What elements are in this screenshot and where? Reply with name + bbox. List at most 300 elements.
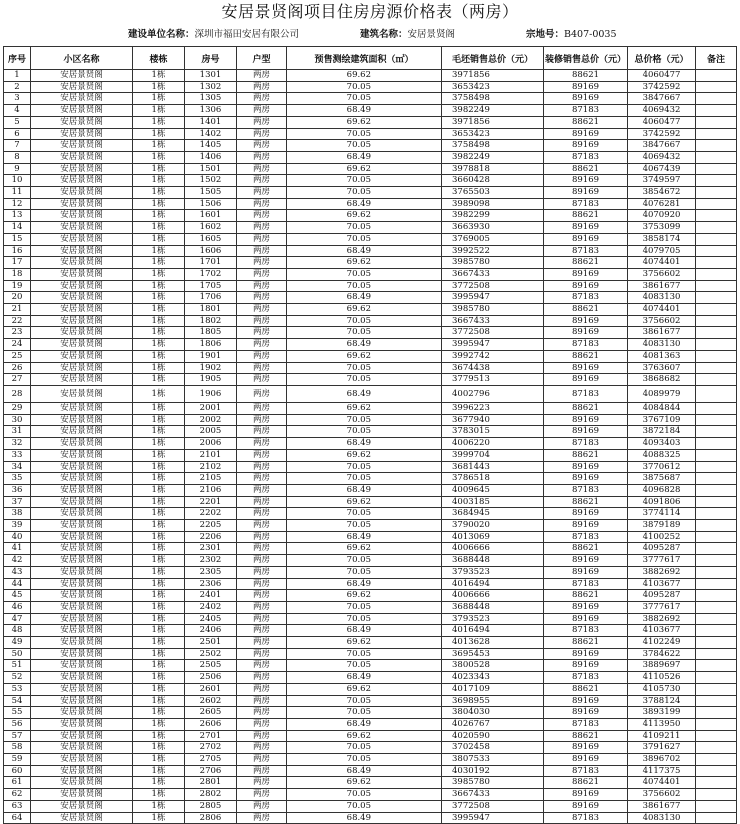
building-cell: 1栋 [133,210,185,222]
room-number: 2202 [185,508,237,520]
room-number: 1606 [185,245,237,257]
total-price-cell: 3788124 [628,695,696,707]
rough-price-cell: 3992522 [442,245,544,257]
total-price-cell: 3742592 [628,81,696,93]
community-name: 安居景贤阁 [31,473,133,485]
area-cell: 68.49 [287,339,442,351]
row-number: 48 [4,625,31,637]
decoration-price-cell: 88621 [544,730,628,742]
room-number: 2102 [185,461,237,473]
row-number: 19 [4,280,31,292]
total-price-cell: 4096828 [628,484,696,496]
table-row [4,765,737,777]
room-number: 1406 [185,151,237,163]
column-header: 备注 [696,47,737,70]
area-cell: 69.62 [287,402,442,414]
layout-cell: 两房 [237,151,287,163]
table-row [4,590,737,602]
room-number: 2606 [185,718,237,730]
row-number: 38 [4,508,31,520]
area-cell: 70.05 [287,473,442,485]
column-header: 装修销售总价（元） [544,47,628,70]
room-number: 1702 [185,268,237,280]
decoration-price-cell: 88621 [544,304,628,316]
layout-cell: 两房 [237,625,287,637]
community-name: 安居景贤阁 [31,601,133,613]
building-cell: 1栋 [133,438,185,450]
area-cell: 70.05 [287,742,442,754]
room-number: 2106 [185,484,237,496]
area-cell: 68.49 [287,105,442,117]
building-cell: 1栋 [133,800,185,812]
area-cell: 69.62 [287,777,442,789]
remark-cell [696,590,737,602]
table-row [4,660,737,672]
remark-cell [696,508,737,520]
area-cell: 70.05 [287,362,442,374]
layout-cell: 两房 [237,543,287,555]
remark-cell [696,531,737,543]
community-name: 安居景贤阁 [31,350,133,362]
community-name: 安居景贤阁 [31,800,133,812]
table-row [4,245,737,257]
remark-cell [696,718,737,730]
room-number: 2406 [185,625,237,637]
total-price-cell: 3770612 [628,461,696,473]
area-cell: 70.05 [287,280,442,292]
area-cell: 70.05 [287,374,442,386]
remark-cell [696,257,737,269]
rough-price-cell: 3681443 [442,461,544,473]
layout-cell: 两房 [237,660,287,672]
community-name: 安居景贤阁 [31,402,133,414]
table-row [4,304,737,316]
table-row [4,648,737,660]
room-number: 1501 [185,163,237,175]
table-row [4,742,737,754]
remark-cell [696,660,737,672]
room-number: 1805 [185,327,237,339]
row-number: 4 [4,105,31,117]
rough-price-cell: 3688448 [442,555,544,567]
row-number: 41 [4,543,31,555]
rough-price-cell: 3663930 [442,222,544,234]
table-row [4,350,737,362]
total-price-cell: 4102249 [628,637,696,649]
building-cell: 1栋 [133,385,185,402]
area-cell: 69.62 [287,683,442,695]
area-cell: 69.62 [287,304,442,316]
row-number: 52 [4,672,31,684]
area-cell: 68.49 [287,245,442,257]
area-cell: 70.05 [287,175,442,187]
rough-price-cell: 4006220 [442,438,544,450]
building-cell: 1栋 [133,601,185,613]
room-number: 1806 [185,339,237,351]
rough-price-cell: 3992742 [442,350,544,362]
rough-price-cell: 3995947 [442,292,544,304]
room-number: 1306 [185,105,237,117]
table-row [4,151,737,163]
total-price-cell: 4079705 [628,245,696,257]
decoration-price-cell: 89169 [544,233,628,245]
community-name: 安居景贤阁 [31,672,133,684]
rough-price-cell: 3995947 [442,339,544,351]
layout-cell: 两房 [237,187,287,199]
rough-price-cell: 4016494 [442,625,544,637]
table-row [4,93,737,105]
total-price-cell: 3858174 [628,233,696,245]
table-row [4,730,737,742]
total-price-cell: 3791627 [628,742,696,754]
remark-cell [696,707,737,719]
row-number: 36 [4,484,31,496]
building-cell: 1栋 [133,402,185,414]
remark-cell [696,304,737,316]
remark-cell [696,93,737,105]
total-price-cell: 3861677 [628,280,696,292]
building-cell: 1栋 [133,683,185,695]
row-number: 43 [4,566,31,578]
decoration-price-cell: 89169 [544,555,628,567]
decoration-price-cell: 88621 [544,590,628,602]
layout-cell: 两房 [237,374,287,386]
row-number: 8 [4,151,31,163]
row-number: 53 [4,683,31,695]
room-number: 1905 [185,374,237,386]
room-number: 2401 [185,590,237,602]
layout-cell: 两房 [237,233,287,245]
total-price-cell: 4100252 [628,531,696,543]
table-row [4,531,737,543]
table-row [4,461,737,473]
layout-cell: 两房 [237,304,287,316]
building-cell: 1栋 [133,81,185,93]
remark-cell [696,245,737,257]
total-price-cell: 4105730 [628,683,696,695]
room-number: 2605 [185,707,237,719]
rough-price-cell: 4017109 [442,683,544,695]
decoration-price-cell: 89169 [544,175,628,187]
rough-price-cell: 3790020 [442,520,544,532]
community-name: 安居景贤阁 [31,304,133,316]
community-name: 安居景贤阁 [31,210,133,222]
row-number: 13 [4,210,31,222]
rough-price-cell: 4013069 [442,531,544,543]
building-cell: 1栋 [133,187,185,199]
remark-cell [696,385,737,402]
room-number: 1605 [185,233,237,245]
room-number: 2405 [185,613,237,625]
layout-cell: 两房 [237,268,287,280]
rough-price-cell: 3758498 [442,93,544,105]
rough-price-cell: 3772508 [442,800,544,812]
rough-price-cell: 3971856 [442,116,544,128]
remark-cell [696,350,737,362]
area-cell: 69.62 [287,590,442,602]
row-number: 15 [4,233,31,245]
community-name: 安居景贤阁 [31,777,133,789]
remark-cell [696,140,737,152]
decoration-price-cell: 89169 [544,315,628,327]
area-cell: 69.62 [287,496,442,508]
total-price-cell: 3774114 [628,508,696,520]
remark-cell [696,683,737,695]
table-row [4,637,737,649]
community-name: 安居景贤阁 [31,461,133,473]
building-cell: 1栋 [133,93,185,105]
building-cell: 1栋 [133,198,185,210]
layout-cell: 两房 [237,566,287,578]
area-cell: 70.05 [287,327,442,339]
row-number: 55 [4,707,31,719]
remark-cell [696,163,737,175]
room-number: 1802 [185,315,237,327]
community-name: 安居景贤阁 [31,163,133,175]
building-cell: 1栋 [133,520,185,532]
remark-cell [696,280,737,292]
total-price-cell: 4109211 [628,730,696,742]
building-cell: 1栋 [133,555,185,567]
rough-price-cell: 3783015 [442,426,544,438]
building-cell: 1栋 [133,648,185,660]
room-number: 1405 [185,140,237,152]
room-number: 2002 [185,414,237,426]
area-cell: 70.05 [287,789,442,801]
rough-price-cell: 4009645 [442,484,544,496]
room-number: 2205 [185,520,237,532]
community-name: 安居景贤阁 [31,198,133,210]
building-cell: 1栋 [133,496,185,508]
remark-cell [696,695,737,707]
remark-cell [696,116,737,128]
layout-cell: 两房 [237,730,287,742]
rough-price-cell: 3677940 [442,414,544,426]
room-number: 1705 [185,280,237,292]
community-name: 安居景贤阁 [31,233,133,245]
layout-cell: 两房 [237,280,287,292]
row-number: 6 [4,128,31,140]
decoration-price-cell: 87183 [544,812,628,824]
decoration-price-cell: 89169 [544,800,628,812]
room-number: 2805 [185,800,237,812]
table-row [4,116,737,128]
row-number: 2 [4,81,31,93]
total-price-cell: 3756602 [628,268,696,280]
community-name: 安居景贤阁 [31,438,133,450]
total-price-cell: 3756602 [628,315,696,327]
row-number: 25 [4,350,31,362]
decoration-price-cell: 87183 [544,531,628,543]
rough-price-cell: 3800528 [442,660,544,672]
table-row [4,163,737,175]
decoration-price-cell: 88621 [544,683,628,695]
rough-price-cell: 3804030 [442,707,544,719]
community-name: 安居景贤阁 [31,625,133,637]
layout-cell: 两房 [237,350,287,362]
rough-price-cell: 4026767 [442,718,544,730]
room-number: 1302 [185,81,237,93]
decoration-price-cell: 88621 [544,257,628,269]
rough-price-cell: 4006666 [442,590,544,602]
decoration-price-cell: 88621 [544,449,628,461]
layout-cell: 两房 [237,315,287,327]
room-number: 2702 [185,742,237,754]
building-cell: 1栋 [133,315,185,327]
table-row [4,292,737,304]
table-row [4,672,737,684]
area-cell: 70.05 [287,648,442,660]
community-name: 安居景贤阁 [31,339,133,351]
row-number: 21 [4,304,31,316]
building-cell: 1栋 [133,304,185,316]
layout-cell: 两房 [237,800,287,812]
total-price-cell: 3753099 [628,222,696,234]
remark-cell [696,754,737,766]
layout-cell: 两房 [237,473,287,485]
room-number: 2502 [185,648,237,660]
remark-cell [696,362,737,374]
table-row [4,484,737,496]
rough-price-cell: 3807533 [442,754,544,766]
total-price-cell: 4081363 [628,350,696,362]
room-number: 2005 [185,426,237,438]
remark-cell [696,637,737,649]
table-row [4,175,737,187]
rough-price-cell: 3653423 [442,81,544,93]
decoration-price-cell: 87183 [544,105,628,117]
room-number: 2701 [185,730,237,742]
decoration-price-cell: 87183 [544,578,628,590]
table-row [4,789,737,801]
building-cell: 1栋 [133,590,185,602]
remark-cell [696,128,737,140]
rough-price-cell: 3996223 [442,402,544,414]
decoration-price-cell: 89169 [544,473,628,485]
area-cell: 70.05 [287,707,442,719]
community-name: 安居景贤阁 [31,590,133,602]
remark-cell [696,292,737,304]
layout-cell: 两房 [237,754,287,766]
table-row [4,257,737,269]
layout-cell: 两房 [237,245,287,257]
table-row [4,695,737,707]
community-name: 安居景贤阁 [31,449,133,461]
row-number: 40 [4,531,31,543]
community-name: 安居景贤阁 [31,707,133,719]
area-cell: 69.62 [287,163,442,175]
area-cell: 70.05 [287,414,442,426]
remark-cell [696,555,737,567]
remark-cell [696,613,737,625]
decoration-price-cell: 89169 [544,81,628,93]
building-cell: 1栋 [133,163,185,175]
decoration-price-cell: 89169 [544,222,628,234]
area-cell: 70.05 [287,566,442,578]
building-cell: 1栋 [133,222,185,234]
rough-price-cell: 3995947 [442,812,544,824]
remark-cell [696,730,737,742]
decoration-price-cell: 89169 [544,280,628,292]
room-number: 2302 [185,555,237,567]
total-price-cell: 3879189 [628,520,696,532]
rough-price-cell: 3667433 [442,315,544,327]
area-cell: 68.49 [287,531,442,543]
rough-price-cell: 3772508 [442,327,544,339]
table-row [4,233,737,245]
remark-cell [696,233,737,245]
rough-price-cell: 3978818 [442,163,544,175]
decoration-price-cell: 88621 [544,777,628,789]
area-cell: 68.49 [287,718,442,730]
area-cell: 68.49 [287,484,442,496]
row-number: 59 [4,754,31,766]
rough-price-cell: 3695453 [442,648,544,660]
room-number: 2301 [185,543,237,555]
community-name: 安居景贤阁 [31,175,133,187]
rough-price-cell: 4006666 [442,543,544,555]
building-cell: 1栋 [133,327,185,339]
table-row [4,625,737,637]
row-number: 45 [4,590,31,602]
decoration-price-cell: 89169 [544,268,628,280]
building-cell: 1栋 [133,730,185,742]
building-cell: 1栋 [133,70,185,82]
total-price-cell: 4083130 [628,812,696,824]
room-number: 1901 [185,350,237,362]
layout-cell: 两房 [237,590,287,602]
building-name: 安居景贤阁 [407,29,456,40]
area-cell: 69.62 [287,70,442,82]
layout-cell: 两房 [237,718,287,730]
table-row [4,327,737,339]
total-price-cell: 4103677 [628,578,696,590]
row-number: 12 [4,198,31,210]
total-price-cell: 4093403 [628,438,696,450]
building-cell: 1栋 [133,777,185,789]
total-price-cell: 3763607 [628,362,696,374]
rough-price-cell: 3793523 [442,613,544,625]
decoration-price-cell: 89169 [544,789,628,801]
rough-price-cell: 3667433 [442,268,544,280]
community-name: 安居景贤阁 [31,187,133,199]
building-cell: 1栋 [133,637,185,649]
layout-cell: 两房 [237,339,287,351]
rough-price-cell: 3982249 [442,151,544,163]
layout-cell: 两房 [237,438,287,450]
layout-cell: 两房 [237,742,287,754]
remark-cell [696,777,737,789]
total-price-cell: 3742592 [628,128,696,140]
building-cell: 1栋 [133,140,185,152]
remark-cell [696,210,737,222]
remark-cell [696,812,737,824]
total-price-cell: 3893199 [628,707,696,719]
remark-cell [696,625,737,637]
table-row [4,105,737,117]
total-price-cell: 4070920 [628,210,696,222]
rough-price-cell: 3674438 [442,362,544,374]
total-price-cell: 4088325 [628,449,696,461]
row-number: 63 [4,800,31,812]
decoration-price-cell: 89169 [544,461,628,473]
community-name: 安居景贤阁 [31,648,133,660]
total-price-cell: 3882692 [628,566,696,578]
building-cell: 1栋 [133,280,185,292]
table-row [4,812,737,824]
remark-cell [696,438,737,450]
decoration-price-cell: 88621 [544,543,628,555]
